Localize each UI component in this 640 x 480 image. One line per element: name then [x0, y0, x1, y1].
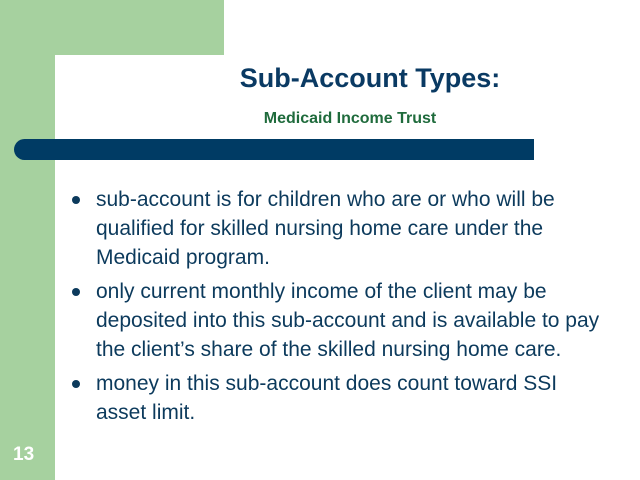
bullet-text: only current monthly income of the client may be deposited into this sub-account and is available to pay the client’s share of the skilled nursing home care. [96, 280, 600, 361]
bullet-item [72, 185, 612, 272]
title-divider-bar [14, 139, 534, 160]
slide-subtitle: Medicaid Income Trust [263, 110, 437, 127]
green-side-band [0, 0, 55, 480]
slide-number: 13 [13, 444, 35, 465]
bullet-item [72, 369, 612, 427]
bullet-dot-icon [72, 196, 80, 204]
slide-title: Sub-Account Types: [239, 63, 501, 93]
green-top-block [0, 0, 224, 55]
bullet-list [72, 185, 612, 432]
bullet-dot-icon [72, 380, 80, 388]
bullet-dot-icon [72, 288, 80, 296]
bullet-text: sub-account is for children who are or who will be qualified for skilled nursing home care under the Medicaid program. [96, 188, 555, 269]
bullet-item [72, 277, 612, 364]
bullet-text: money in this sub-account does count toward SSI asset limit. [96, 372, 558, 424]
